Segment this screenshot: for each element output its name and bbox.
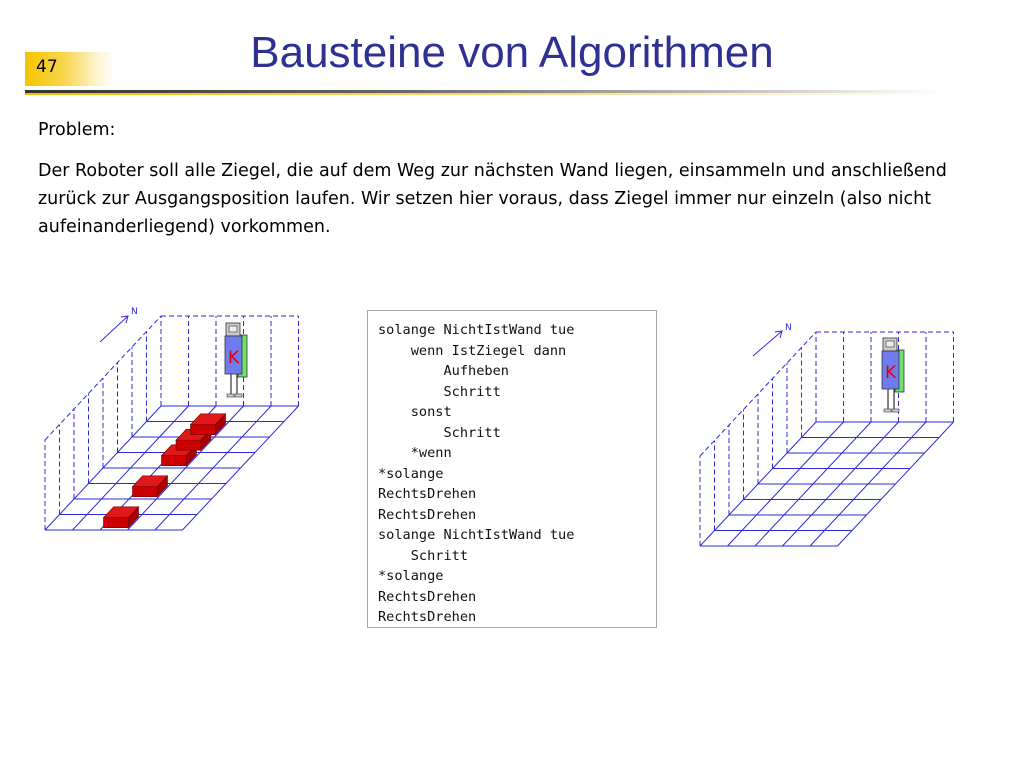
compass bbox=[753, 323, 792, 356]
brick-front bbox=[104, 518, 129, 528]
robot-world-before bbox=[30, 298, 340, 538]
code-line: RechtsDrehen bbox=[378, 588, 477, 605]
robot bbox=[882, 338, 904, 412]
robot-label: K bbox=[885, 363, 897, 383]
code-line: *solange bbox=[378, 465, 444, 482]
walls bbox=[700, 332, 954, 546]
title-divider-accent bbox=[25, 93, 940, 95]
code-line: wenn IstZiegel dann bbox=[378, 342, 567, 359]
algorithm-code-box bbox=[367, 310, 657, 628]
code-line: RechtsDrehen bbox=[378, 506, 477, 523]
code-line: RechtsDrehen bbox=[378, 609, 477, 625]
compass-north-label: N bbox=[131, 307, 138, 317]
brick-front bbox=[176, 440, 201, 450]
compass bbox=[100, 307, 138, 342]
brick-front bbox=[162, 456, 187, 466]
walls bbox=[45, 316, 299, 530]
code-line: Schritt bbox=[378, 547, 469, 564]
problem-text: Der Roboter soll alle Ziegel, die auf dem Weg zur nächsten Wand liegen, einsammeln und anschließend zurück zur Ausgangsposition laufen. Wir setzen hier voraus, dass Ziegel immer nur einzeln (also nicht aufeinanderliegend) vorkommen. bbox=[38, 161, 947, 237]
page-title: Bausteine von Algorithmen bbox=[250, 28, 774, 77]
brick-front bbox=[133, 487, 158, 497]
code-line: RechtsDrehen bbox=[378, 486, 477, 502]
bricks bbox=[104, 414, 226, 528]
code-line: solange NichtIstWand tue bbox=[378, 322, 575, 338]
code-line: Schritt bbox=[378, 383, 501, 400]
code-line: *wenn bbox=[378, 445, 452, 461]
code-line: Schritt bbox=[378, 424, 501, 441]
grid bbox=[700, 422, 954, 546]
code-line: solange NichtIstWand tue bbox=[378, 527, 575, 543]
problem-label: Problem: bbox=[38, 120, 116, 140]
wall-line bbox=[45, 316, 161, 440]
code-line: *solange bbox=[378, 568, 444, 584]
code-line: Aufheben bbox=[378, 363, 509, 379]
slide-number: 47 bbox=[36, 57, 58, 77]
compass-north-label: N bbox=[785, 323, 792, 333]
robot-label: K bbox=[228, 348, 240, 368]
robot-world-after bbox=[690, 318, 990, 558]
wall-line bbox=[700, 332, 816, 456]
grid bbox=[45, 406, 299, 530]
brick-front bbox=[191, 425, 216, 435]
code-line: sonst bbox=[378, 404, 452, 420]
